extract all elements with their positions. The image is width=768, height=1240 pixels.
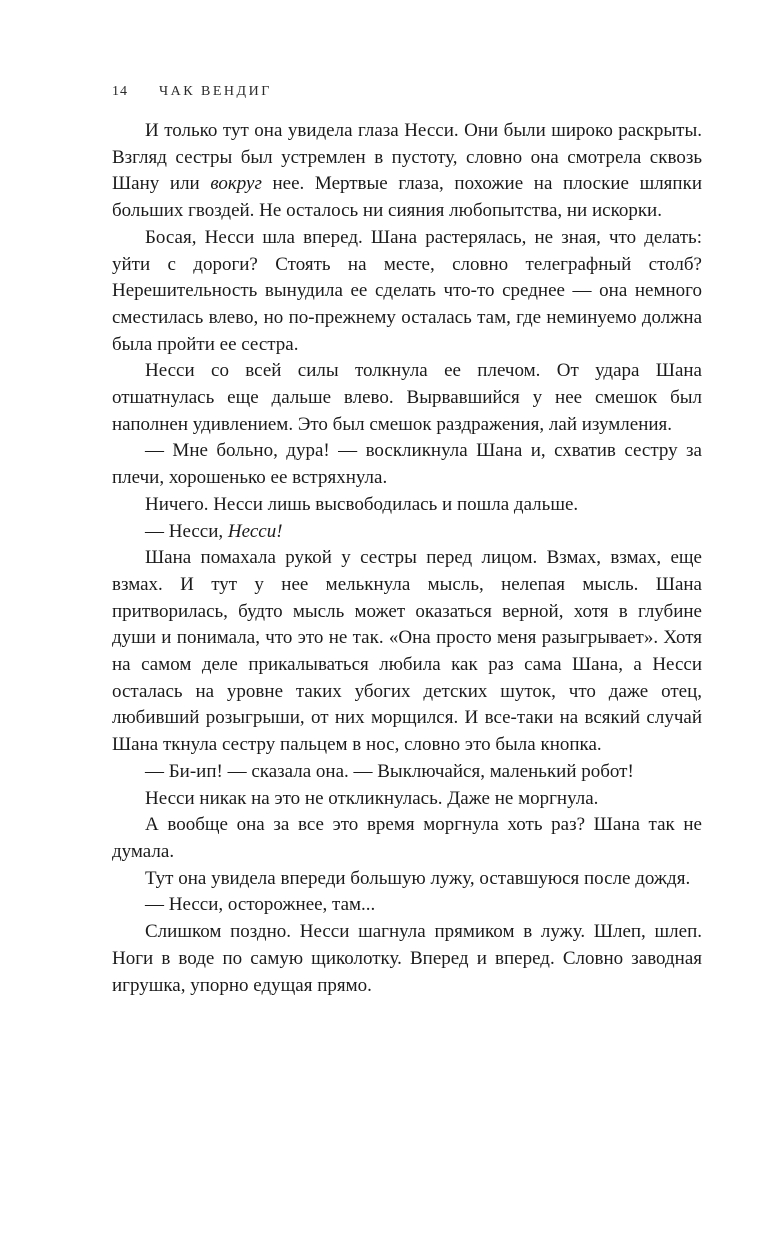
paragraph: — Несси, осторожнее, там...: [145, 894, 376, 916]
paragraph: — Несси, Несси!: [145, 520, 283, 542]
paragraph: А вообще она за все это время моргнула хоть раз? Шана так не думала.: [112, 814, 702, 862]
paragraph: Босая, Несси шла вперед. Шана растерялась, не зная, что делать: уйти с дороги? Стоять на месте, словно телеграфный столб? Нерешительность вынудила ее сделать что-то среднее — она немного сместилась влево, но по-прежнему осталась там, где неминуемо должна была пройти ее сестра.: [112, 226, 702, 355]
paragraph: — Би-ип! — сказала она. — Выключайся, маленький робот!: [145, 760, 634, 782]
page-body: [112, 118, 702, 999]
paragraph: И только тут она увидела глаза Несси. Они были широко раскрыты. Взгляд сестры был устремлен в пустоту, словно она смотрела сквозь Шану или вокруг нее. Мертвые глаза, похожие на плоские шляпки больших гвоздей. Не осталось ни сияния любопытства, ни искорки.: [112, 120, 702, 222]
paragraph: Несси никак на это не откликнулась. Даже не моргнула.: [145, 787, 599, 809]
running-header: [112, 84, 702, 100]
running-head-title: ЧАК ВЕНДИГ: [159, 84, 272, 99]
paragraph: Слишком поздно. Несси шагнула прямиком в лужу. Шлеп, шлеп. Ноги в воде по самую щиколотку. Вперед и вперед. Словно заводная игрушка, упорно едущая прямо.: [112, 921, 702, 996]
paragraph: Шана помахала рукой у сестры перед лицом. Взмах, взмах, еще взмах. И тут у нее мелькнула мысль, нелепая мысль. Шана притворилась, будто мысль может оказаться верной, хотя в глубине души и понимала, что это не так. «Она просто меня разыгрывает». Хотя на самом деле прикалываться любила как раз сама Шана, а Несси осталась на уровне таких убогих детских шуток, что даже отец, любивший розыгрыши, от них морщился. И все-таки на всякий случай Шана ткнула сестру пальцем в нос, словно это была кнопка.: [112, 547, 702, 756]
paragraph: — Мне больно, дура! — воскликнула Шана и, схватив сестру за плечи, хорошенько ее встряхнула.: [112, 440, 702, 489]
paragraph: Тут она увидела впереди большую лужу, оставшуюся после дождя.: [145, 867, 691, 889]
page-number: 14: [112, 84, 128, 99]
paragraph: Ничего. Несси лишь высвободилась и пошла дальше.: [145, 493, 579, 515]
paragraph: Несси со всей силы толкнула ее плечом. От удара Шана отшатнулась еще дальше влево. Вырвавшийся у нее смешок был наполнен удивлением. Это был смешок раздражения, лай изумления.: [112, 360, 702, 435]
